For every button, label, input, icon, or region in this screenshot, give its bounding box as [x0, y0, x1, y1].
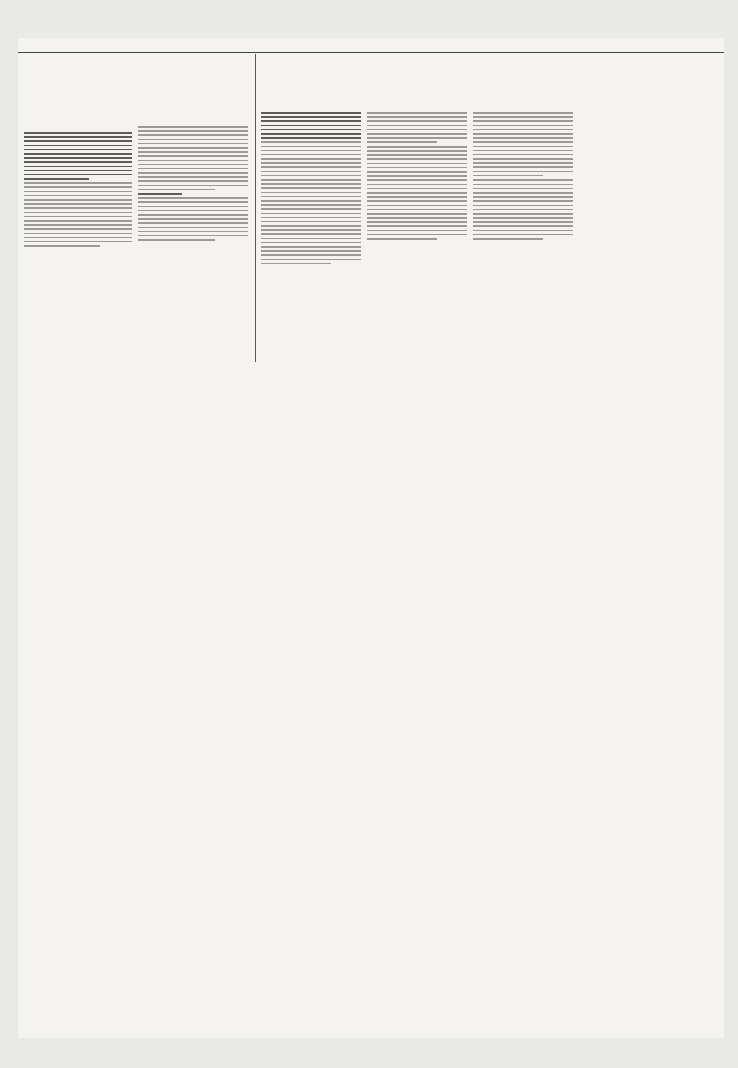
column-rule — [255, 54, 256, 362]
story2-col3 — [473, 112, 573, 242]
story2-col1 — [261, 112, 361, 267]
page-header — [18, 38, 724, 53]
newspaper-page — [18, 38, 724, 1038]
story2-col2 — [367, 112, 467, 242]
story1-col1 — [24, 132, 132, 249]
story1-col2 — [138, 126, 248, 243]
